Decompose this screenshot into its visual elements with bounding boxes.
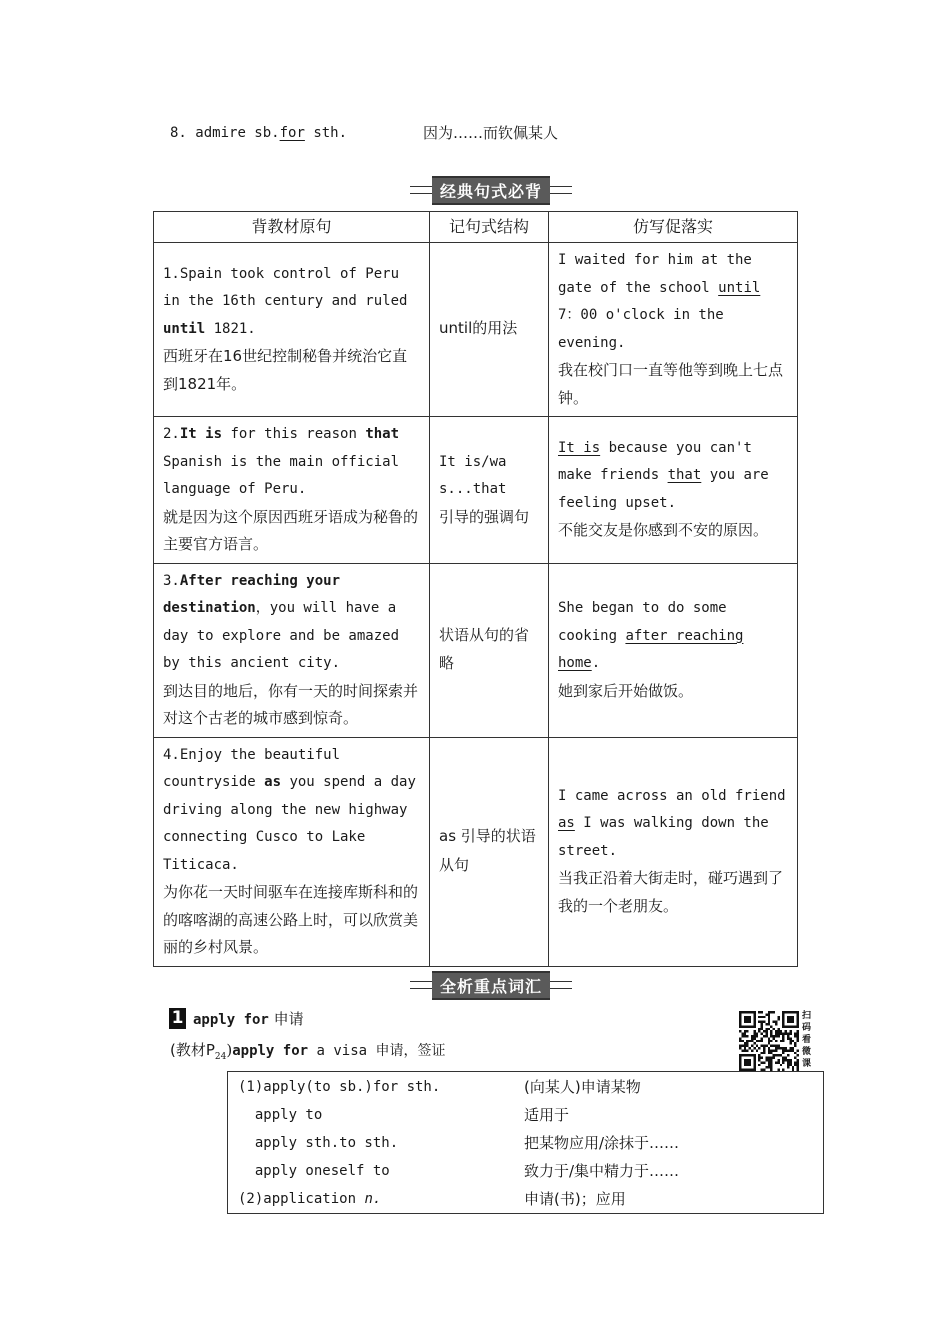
practice-translation: 当我正沿着大街走时，碰巧遇到了我的一个老朋友。 [558, 869, 784, 915]
sentence-fragment: for this reason [222, 426, 366, 442]
key-phrase: that [365, 426, 400, 442]
source-translation: 就是因为这个原因西班牙语成为秘鲁的主要官方语言。 [163, 507, 419, 553]
answer-blank: It is [558, 439, 601, 456]
vocab-phrase: apply sth.to sth. [238, 1135, 399, 1151]
structure-label: until的用法 [439, 319, 518, 338]
sentence-fragment: She began to do some cooking [558, 600, 727, 644]
header-practice: 仿写促落实 [549, 212, 798, 243]
sentence-fragment: I was walking down the street. [558, 815, 769, 859]
section-header-key-vocabulary [410, 974, 572, 996]
section-title: 全析重点词汇 [432, 971, 550, 1000]
practice-translation: 她到家后开始做饭。 [558, 681, 694, 700]
structure-cell [430, 563, 549, 737]
structure-cell [430, 417, 549, 564]
qr-caption: 扫码看微课 [802, 1011, 812, 1069]
practice-translation: 不能交友是你感到不安的原因。 [558, 521, 769, 540]
table-row [154, 417, 798, 564]
practice-sentence [558, 783, 788, 866]
practice-cell [549, 243, 798, 417]
source-cell [154, 737, 430, 966]
sentence-fragment: 1821. [205, 320, 256, 337]
source-translation: 到达目的地后，你有一天的时间探索并对这个古老的城市感到惊奇。 [163, 681, 419, 727]
header-source: 背教材原句 [154, 212, 430, 243]
key-phrase: After reaching your destination [163, 572, 341, 616]
practice-sentence [558, 435, 788, 518]
sentence-fragment: because you can't make friends [558, 439, 752, 484]
source-translation: 为你花一天时间驱车在连接库斯科和的的喀喀湖的高速公路上时，可以欣赏美丽的乡村风景。 [163, 883, 419, 956]
header-structure: 记句式结构 [430, 212, 549, 243]
sentence-fragment: Spanish is the main official language of Peru. [163, 453, 400, 497]
answer-blank: after reaching home [558, 627, 744, 671]
practice-cell [549, 417, 798, 564]
item-number: 8. [170, 125, 187, 141]
vocab-phrase: apply oneself to [238, 1163, 390, 1179]
phrase-text: admire sb.for sth. [195, 125, 348, 141]
part-of-speech: n. [364, 1191, 382, 1207]
vocab-meaning: 致力于/集中精力于…… [524, 1162, 680, 1180]
practice-translation: 我在校门口一直等他等到晚上七点钟。 [558, 361, 784, 407]
source-sentence [163, 742, 420, 880]
structure-cell [430, 737, 549, 966]
vocab-meaning: 适用于 [524, 1106, 570, 1124]
phrase-item-8 [170, 122, 347, 144]
sentence-fragment: 4.Enjoy the beautiful countryside [163, 746, 341, 790]
qr-code-icon[interactable] [739, 1011, 799, 1071]
answer-blank: that [667, 467, 702, 484]
practice-cell [549, 563, 798, 737]
vocab-phrase-wrap [238, 1185, 381, 1213]
vocab-phrase: (2)application [238, 1191, 365, 1207]
entry-headword-line [193, 1008, 304, 1031]
key-phrase: It is [179, 426, 223, 442]
structure-label: It is/was...that [439, 453, 507, 497]
table-row [154, 737, 798, 966]
structure-label: as 引导的状语从句 [439, 827, 536, 874]
source-sentence [163, 568, 420, 678]
source-cell [154, 563, 430, 737]
sentence-table [153, 211, 798, 967]
sentence-fragment: 3. [163, 572, 180, 589]
entry-number-badge: 1 [169, 1008, 186, 1029]
source-translation: 西班牙在16世纪控制秘鲁并统治它直到1821年。 [163, 347, 408, 393]
structure-cell [430, 243, 549, 417]
vocab-meaning: 把某物应用/涂抹于…… [524, 1134, 680, 1152]
section-header-classic-sentences [410, 179, 572, 201]
source-sentence [163, 261, 420, 344]
structure-label-zh: 引导的强调句 [439, 507, 530, 526]
source-page: 24 [214, 1052, 227, 1062]
phrase-meaning: 因为……而钦佩某人 [423, 124, 559, 142]
answer-blank: until [718, 279, 761, 296]
table-row [154, 563, 798, 737]
vocab-meaning: (向某人)申请某物 [524, 1078, 641, 1096]
sentence-fragment: 1.Spain took control of Peru in the 16th century and ruled [163, 265, 408, 310]
table-row [154, 243, 798, 417]
sentence-fragment: you are feeling upset. [558, 467, 769, 511]
sentence-fragment: I waited for him at the gate of the school [558, 252, 752, 296]
vocab-phrase: (1)apply(to sb.)for sth. [238, 1079, 441, 1095]
example-bold: apply for [232, 1043, 309, 1059]
headword: apply for [193, 1012, 269, 1028]
source-cell [154, 417, 430, 564]
headword-meaning: 申请 [273, 1010, 304, 1028]
sentence-fragment: . [591, 655, 601, 671]
vocab-phrase: apply to [238, 1107, 323, 1123]
vocab-meaning: 申请(书)；应用 [524, 1190, 626, 1208]
sentence-fragment: you spend a day driving along the new highway connecting Cusco to Lake Titicaca. [163, 774, 416, 873]
section-title: 经典句式必背 [432, 176, 550, 205]
practice-sentence [558, 595, 788, 678]
table-header-row [154, 212, 798, 243]
key-phrase: until [163, 320, 206, 337]
structure-label: 状语从句的省略 [439, 625, 530, 672]
source-cell [154, 243, 430, 417]
entry-source-line: (教材$P_{24})apply$ for a visa 申请，签证 [170, 1041, 446, 1062]
sentence-fragment: I came across an old friend [558, 787, 786, 804]
example-rest: a visa 申请，签证 [308, 1043, 446, 1059]
vocab-box [227, 1071, 824, 1214]
sentence-fragment: 7：00 o'clock in the evening. [558, 307, 724, 351]
sentence-fragment: ，you will have a day to explore and be amazed by this ancient city. [163, 600, 400, 671]
sentence-fragment: 2. [163, 426, 180, 442]
practice-cell [549, 737, 798, 966]
source-sentence [163, 421, 420, 504]
answer-blank: as [558, 815, 575, 832]
practice-sentence [558, 247, 788, 357]
key-phrase: as [264, 774, 282, 790]
